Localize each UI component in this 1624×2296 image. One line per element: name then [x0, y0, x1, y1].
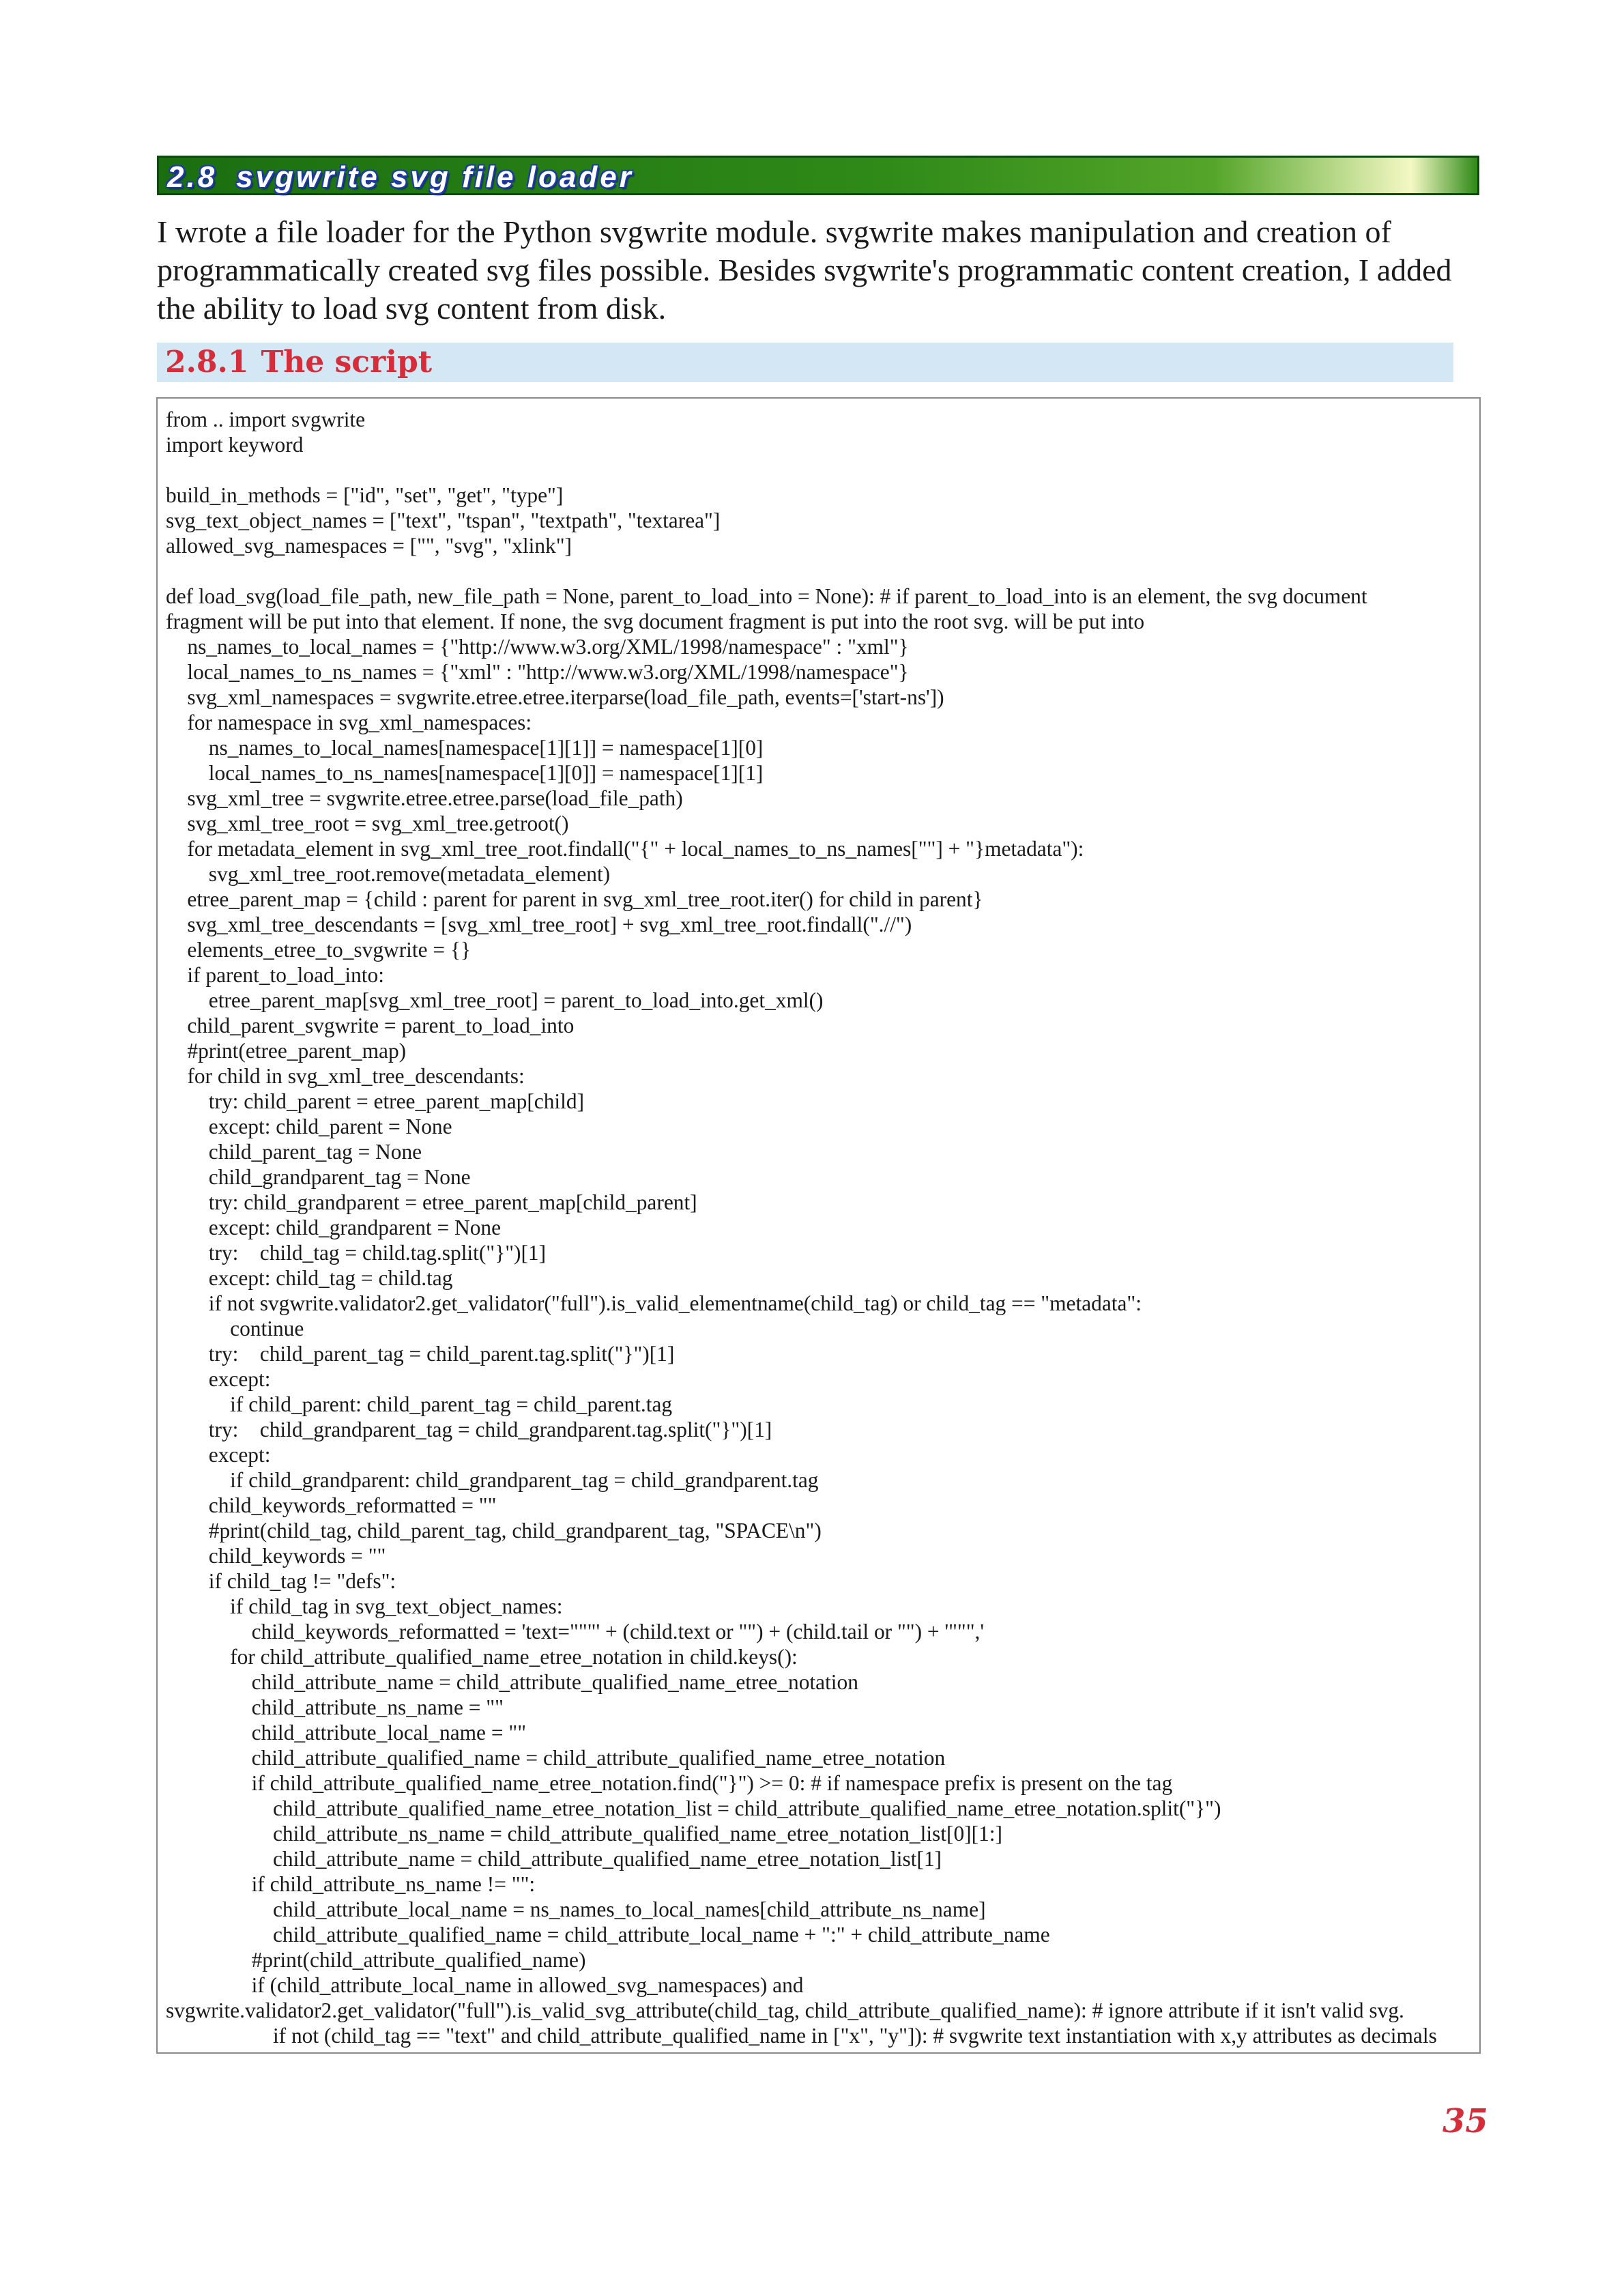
- section-heading-bar: [157, 156, 1479, 195]
- code-line: import keyword: [166, 433, 304, 457]
- code-line: child_keywords = "": [166, 1544, 386, 1568]
- code-line: svg_text_object_names = ["text", "tspan", "textpath", "textarea"]: [166, 508, 721, 532]
- code-line: from .. import svgwrite: [166, 407, 366, 431]
- code-line: [166, 558, 1474, 584]
- code-line: svg_xml_tree_root.remove(metadata_element): [166, 862, 611, 886]
- code-line: svg_xml_namespaces = svgwrite.etree.etree.iterparse(load_file_path, events=['start-ns']): [166, 685, 944, 709]
- code-line: try: child_parent = etree_parent_map[child]: [166, 1089, 585, 1113]
- code-line: except: child_grandparent = None: [166, 1216, 502, 1239]
- code-line: try: child_parent_tag = child_parent.tag.split("}")[1]: [166, 1342, 675, 1366]
- code-line: continue: [166, 1317, 304, 1340]
- code-line: #print(child_tag, child_parent_tag, child_grandparent_tag, "SPACE\n"): [166, 1519, 822, 1542]
- section-title: svgwrite svg file loader: [236, 160, 634, 194]
- subsection-heading-bar: [157, 343, 1453, 382]
- section-heading: [167, 160, 634, 195]
- code-line: except:: [166, 1367, 271, 1391]
- code-line: for namespace in svg_xml_namespaces:: [166, 711, 532, 734]
- code-lines: [166, 407, 1474, 2048]
- code-line: child_attribute_name = child_attribute_qualified_name_etree_notation_list[1]: [166, 1847, 942, 1871]
- code-line: except:: [166, 1443, 271, 1467]
- code-line: child_attribute_ns_name = child_attribute_qualified_name_etree_notation_list[0][1:]: [166, 1822, 1002, 1846]
- code-line: svg_xml_tree = svgwrite.etree.etree.parse(load_file_path): [166, 786, 683, 810]
- code-line: child_attribute_name = child_attribute_qualified_name_etree_notation: [166, 1670, 858, 1694]
- code-line: svgwrite.validator2.get_validator("full").is_valid_svg_attribute(child_tag, child_attribute_qualified_name): # ignore attribute if it isn't valid svg.: [166, 1998, 1404, 2022]
- code-line: child_attribute_ns_name = "": [166, 1695, 504, 1719]
- code-line: for metadata_element in svg_xml_tree_root.findall("{" + local_names_to_ns_names[""] + "}metadata"):: [166, 837, 1084, 861]
- code-line: build_in_methods = ["id", "set", "get", "type"]: [166, 483, 564, 507]
- code-line: svg_xml_tree_root = svg_xml_tree.getroot(): [166, 812, 569, 835]
- code-line: etree_parent_map[svg_xml_tree_root] = parent_to_load_into.get_xml(): [166, 988, 824, 1012]
- code-line: child_keywords_reformatted = "": [166, 1493, 497, 1517]
- code-line: local_names_to_ns_names[namespace[1][0]] = namespace[1][1]: [166, 761, 764, 785]
- code-line: child_attribute_qualified_name_etree_notation_list = child_attribute_qualified_name_etree_notation.split("}"): [166, 1796, 1221, 1820]
- code-line: elements_etree_to_svgwrite = {}: [166, 938, 472, 962]
- code-line: child_attribute_local_name = "": [166, 1721, 527, 1745]
- subsection-heading: [165, 345, 432, 380]
- code-line: [166, 457, 1474, 483]
- intro-paragraph: I wrote a file loader for the Python svgwrite module. svgwrite makes manipulation and creation of programmatically created svg files possible. Besides svgwrite's programmatic content creation, I added the ability to load svg content from disk.: [157, 214, 1452, 326]
- subsection-title: The script: [261, 345, 433, 379]
- page-number: 35: [1442, 2102, 1488, 2140]
- code-line: if child_parent: child_parent_tag = child_parent.tag: [166, 1392, 673, 1416]
- code-line: local_names_to_ns_names = {"xml" : "http://www.w3.org/XML/1998/namespace"}: [166, 660, 909, 684]
- code-line: try: child_grandparent_tag = child_grandparent.tag.split("}")[1]: [166, 1418, 772, 1441]
- code-line: if child_grandparent: child_grandparent_tag = child_grandparent.tag: [166, 1468, 819, 1492]
- code-line: #print(etree_parent_map): [166, 1039, 407, 1063]
- code-line: if not svgwrite.validator2.get_validator("full").is_valid_elementname(child_tag) or child_tag == "metadata":: [166, 1291, 1142, 1315]
- code-line: for child_attribute_qualified_name_etree_notation in child.keys():: [166, 1645, 798, 1669]
- code-line: if child_tag in svg_text_object_names:: [166, 1594, 563, 1618]
- code-line: child_attribute_qualified_name = child_attribute_local_name + ":" + child_attribute_name: [166, 1923, 1050, 1947]
- code-line: if child_tag != "defs":: [166, 1569, 396, 1593]
- code-line: if not (child_tag == "text" and child_attribute_qualified_name in ["x", "y"]): # svgwrite text instantiation with x,y attributes as decimals: [166, 2024, 1437, 2048]
- code-listing: [156, 397, 1481, 2054]
- code-line: def load_svg(load_file_path, new_file_path = None, parent_to_load_into = None): # if parent_to_load_into is an element, the svg document: [166, 584, 1367, 608]
- code-line: except: child_parent = None: [166, 1115, 452, 1138]
- code-line: allowed_svg_namespaces = ["", "svg", "xlink"]: [166, 534, 572, 558]
- code-line: fragment will be put into that element. If none, the svg document fragment is put into the root svg. will be put into: [166, 609, 1145, 633]
- code-line: child_grandparent_tag = None: [166, 1165, 471, 1189]
- code-line: etree_parent_map = {child : parent for parent in svg_xml_tree_root.iter() for child in parent}: [166, 887, 983, 911]
- code-line: svg_xml_tree_descendants = [svg_xml_tree_root] + svg_xml_tree_root.findall(".//"): [166, 913, 912, 936]
- code-line: if parent_to_load_into:: [166, 963, 384, 987]
- code-line: child_parent_svgwrite = parent_to_load_into: [166, 1014, 575, 1037]
- subsection-number: 2.8.1: [165, 345, 249, 379]
- code-line: if child_attribute_qualified_name_etree_notation.find("}") >= 0: # if namespace prefix is present on the tag: [166, 1771, 1173, 1795]
- code-line: try: child_grandparent = etree_parent_map[child_parent]: [166, 1190, 697, 1214]
- code-line: if child_attribute_ns_name != "":: [166, 1872, 536, 1896]
- code-line: #print(child_attribute_qualified_name): [166, 1948, 586, 1972]
- code-line: except: child_tag = child.tag: [166, 1266, 453, 1290]
- code-line: child_keywords_reformatted = 'text="""' + (child.text or "") + (child.tail or "") + '""",': [166, 1620, 985, 1644]
- code-line: if (child_attribute_local_name in allowed_svg_namespaces) and: [166, 1973, 804, 1997]
- section-number: 2.8: [167, 160, 218, 194]
- code-line: child_parent_tag = None: [166, 1140, 422, 1164]
- code-line: ns_names_to_local_names = {"http://www.w3.org/XML/1998/namespace" : "xml"}: [166, 635, 909, 659]
- code-line: child_attribute_local_name = ns_names_to_local_names[child_attribute_ns_name]: [166, 1897, 986, 1921]
- code-line: child_attribute_qualified_name = child_attribute_qualified_name_etree_notation: [166, 1746, 946, 1770]
- code-line: ns_names_to_local_names[namespace[1][1]] = namespace[1][0]: [166, 736, 764, 760]
- code-line: for child in svg_xml_tree_descendants:: [166, 1064, 525, 1088]
- code-line: try: child_tag = child.tag.split("}")[1]: [166, 1241, 547, 1265]
